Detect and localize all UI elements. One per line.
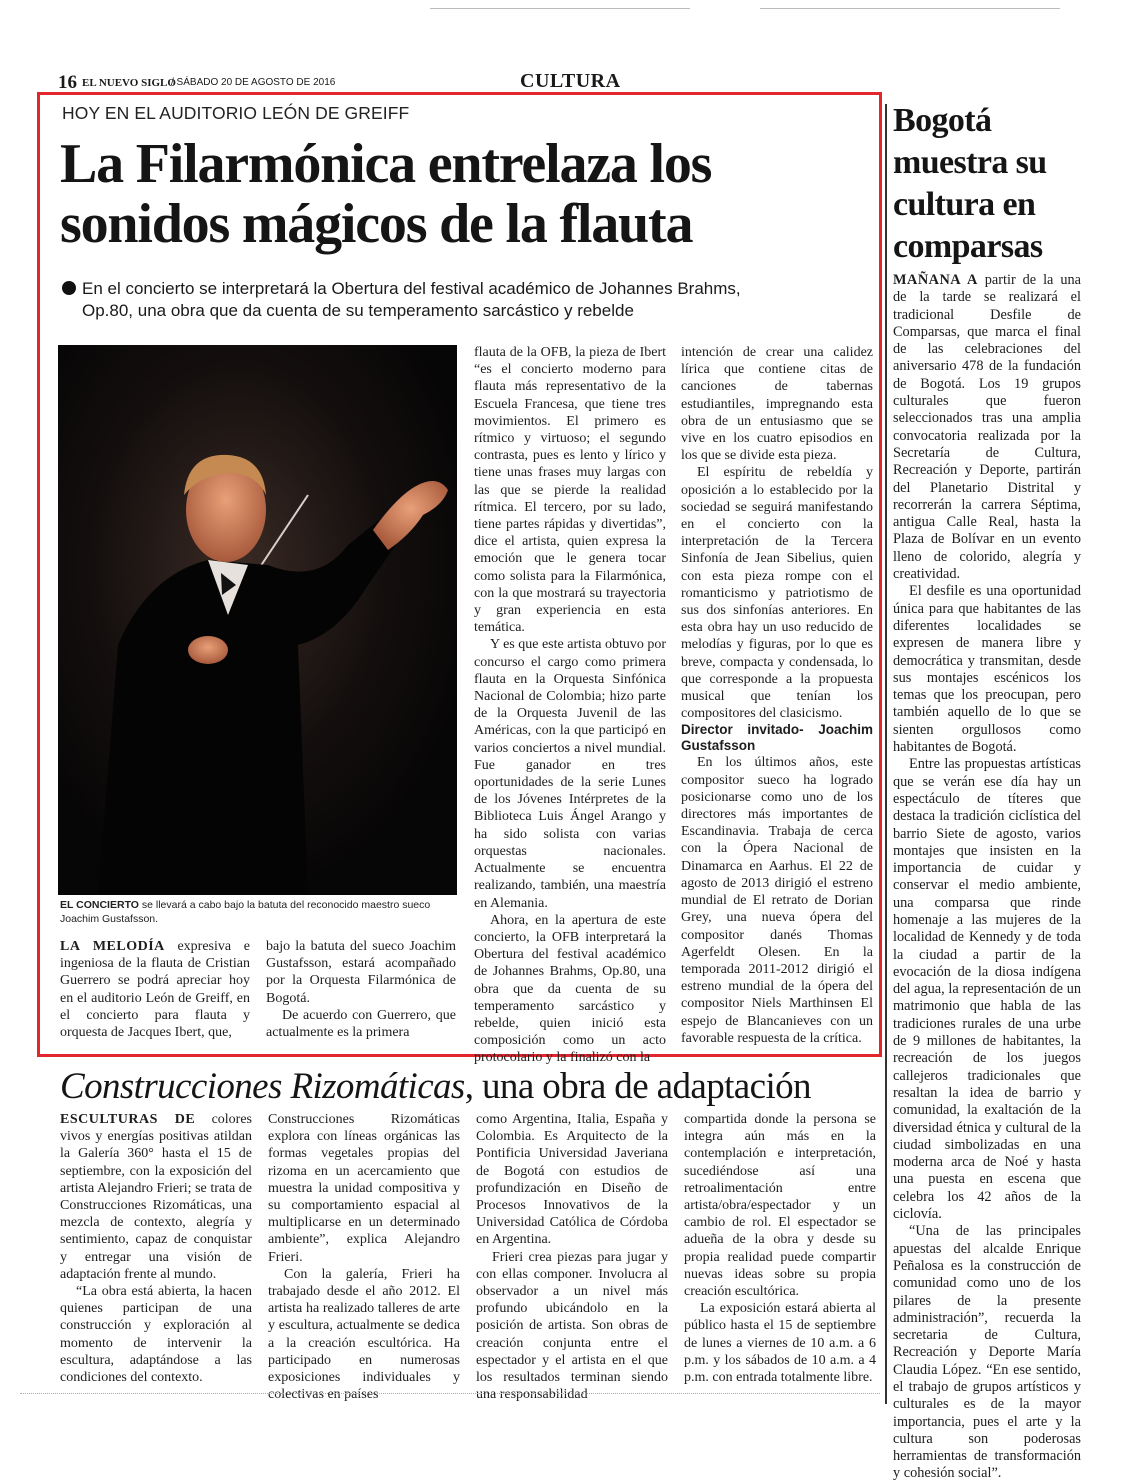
main-col-3 bbox=[474, 344, 666, 1067]
bottom-col4-p2: La exposición estará abierta al público hasta el 15 de septiembre de lunes a viernes de 10 a.m. a 6 p.m. y los sábados de 10 a.m. a 4 p.m. con entrada totalmente libre. bbox=[684, 1301, 876, 1386]
col2-p2: De acuerdo con Guerrero, que actualmente es la primera bbox=[266, 1007, 456, 1041]
bottom-col1-p1: colores vivos y energías positivas atildan la Galería 360° hasta el 15 de septiembre, con la exposición del artista Alejandro Frieri; se trata de Construcciones Rizomáticas, una mezcla de contexto, alegría y sentimiento, capaz de conquistar y entregar una visión de adaptación frente al mundo. bbox=[60, 1112, 252, 1282]
caption-lead: EL CONCIERTO bbox=[60, 899, 139, 911]
side-headline bbox=[893, 100, 1047, 268]
side-p1: partir de la una de la tarde se realizará el tradicional Desfile de Comparsas, que marca el final de las celebraciones del aniversario 478 de la fundación de Bogotá. Los 19 grupos culturales que fueron seleccionados tras una amplia convocatoria realizada por la Secretaría de Cultura, Recreación y Deporte, partirán del Planetario Distrital y recorrerán la carrera Séptima, antigua Calle Real, hasta la Plaza de Bolívar en un evento lleno de colorido, alegría y creatividad. bbox=[893, 272, 1081, 583]
bottom-col-4 bbox=[684, 1111, 876, 1386]
deck-line-1: En el concierto se interpretará la Obertura del festival académico de Johannes Brahms, bbox=[82, 279, 741, 298]
bottom-col2-p2: Con la galería, Frieri ha trabajado desde el año 2012. El artista ha realizado talleres de arte y escultura, actualmente se dedica a la creación escultórica. Ha participado en numerosas exposiciones individuales y colectivas en países bbox=[268, 1266, 460, 1403]
col4-p2: El espíritu de rebeldía y oposición a lo establecido por la sociedad se seguirá manifestando en el concierto con la interpretación de la Tercera Sinfonía de Jean Sibelius, quien con esta pieza rompe con el romanticismo y patriotismo de sus dos sinfonías anteriores. En esta obra hay un uso reducido de melodías y figuras, por lo que es breve, compacta y condensada, lo que corresponde a la propuesta musical que tenían los compositores del clasicismo. bbox=[681, 465, 873, 722]
bottom-col3-p1: como Argentina, Italia, España y Colombia. Es Arquitecto de la Pontificia Universidad Javeriana de Bogotá con estudios de profundización en Diseño de Procesos Innovativos de la Universidad Católica de Córdoba en Argentina. bbox=[476, 1112, 668, 1248]
side-divider bbox=[885, 104, 887, 1404]
main-col-1 bbox=[60, 938, 250, 1041]
conductor-illustration bbox=[58, 345, 457, 895]
issue-date: / SÁBADO 20 DE AGOSTO DE 2016 bbox=[171, 77, 336, 88]
side-p3: Entre las propuestas artísticas que se verán ese día hay un espectáculo de títeres que destaca la tradición ciclística del barrio Siete de agosto, varios montajes que insisten en la importancia de cuidar y conservar el medio ambiente, una comparsa que rinde homenaje a las mujeres de la localidad de Kennedy y de toda la ciudad a partir de la evocación de la diosa indígena del agua, la representación de un matrimonio que habla de las tradiciones rurales de una urbe de 9 millones de habitantes, la recreación de los juegos callejeros tradicionales que resaltan la idea de barrio y comunidad, la exaltación de la diversidad étnica y cultural de la ciudad simbolizadas en una moderna arca de Noé y hasta una puesta en escena que celebra los 42 años de la ciclovía. bbox=[893, 756, 1081, 1223]
kicker: HOY EN EL AUDITORIO LEÓN DE GREIFF bbox=[62, 103, 410, 123]
side-headline-line-2: muestra su bbox=[893, 144, 1047, 181]
bottom-col3-p2: Frieri crea piezas para jugar y con ellas componer. Involucra al observador a un nivel más profundo ubicándolo en la posición de artista. Son obras de creación conjunta entre el espectador y el artista en el que los resultados terminan siendo una responsabilidad bbox=[476, 1249, 668, 1403]
main-col-2 bbox=[266, 938, 456, 1041]
headline-line-1: La Filarmónica entrelaza los bbox=[60, 133, 712, 195]
lead-word: LA MELODÍA bbox=[60, 939, 165, 954]
col3-p1: flauta de la OFB, la pieza de Ibert “es el concierto moderno para flauta más representativo de la Escuela Francesa, que tiene tres movimientos. El primero es rítmico y virtuoso; el segundo contrasta, pues es lento y lírico y tiene unas frases muy largas con las que se pierde la realidad rítmica. El tercero, por su lado, tiene partes rápidas y divertidas”, dice el artista, quien expresa la emoción que le genera tocar como solista para la Filarmónica, con la que mostrará su trayectoria y gran experiencia en esta temática. bbox=[474, 345, 666, 636]
main-col-4 bbox=[681, 344, 873, 1047]
deck bbox=[62, 278, 741, 322]
side-lead: MAÑANA A bbox=[893, 272, 978, 288]
paper-name: EL NUEVO SIGLO bbox=[82, 77, 176, 89]
bottom-col-1 bbox=[60, 1111, 252, 1386]
bottom-col2-p1: Construcciones Rizomáticas explora con líneas orgánicas las formas vegetales propias del rizoma en un acercamiento que muestra la unidad compositiva y su comportamiento espacial al multiplicarse en un determinado ambiente”, explica Alejandro Frieri. bbox=[268, 1112, 460, 1265]
bottom-col1-p2: “La obra está abierta, la hacen quienes participan de una construcción y exploración al momento de intervenir la escultura, adaptándose a las condiciones del contexto. bbox=[60, 1284, 252, 1386]
bullet-icon bbox=[62, 281, 76, 295]
side-headline-line-4: comparsas bbox=[893, 228, 1043, 265]
caption-text: se llevará a cabo bajo la batuta del reconocido maestro sueco Joachim Gustafsson. bbox=[60, 899, 431, 925]
main-headline bbox=[60, 134, 711, 254]
side-p2: El desfile es una oportunidad única para que habitantes de las diferentes localidades se expresen de manera libre y democrática y transmitan, desde sus montajes escénicos los temas que los preocupan, pero también aquello de lo que se sienten orgullosos como habitantes de Bogotá. bbox=[893, 583, 1081, 756]
bottom-col-3 bbox=[476, 1111, 668, 1403]
scan-artifact bbox=[430, 8, 690, 9]
bottom-col-2 bbox=[268, 1111, 460, 1403]
photo-caption bbox=[60, 898, 458, 926]
side-body bbox=[893, 272, 1081, 1483]
scan-artifact bbox=[760, 8, 1060, 9]
col2-p1: bajo la batuta del sueco Joachim Gustafsson, estará acompañado por la Orquesta Filarmónica de Bogotá. bbox=[266, 939, 456, 1006]
side-headline-line-3: cultura en bbox=[893, 186, 1036, 223]
bottom-headline-italic: Construcciones Rizomáticas bbox=[60, 1066, 465, 1107]
bottom-headline-rest: , una obra de adaptación bbox=[464, 1066, 811, 1107]
section-name: CULTURA bbox=[520, 70, 621, 92]
conductor-photo bbox=[58, 345, 457, 895]
scan-artifact bbox=[20, 1393, 880, 1395]
col4-p1: intención de crear una calidez lírica que contiene citas de canciones de tabernas estudiantiles, impregnando esta obra de un entusiasmo que se vive en los cuatro episodios en los que se divide esta pieza. bbox=[681, 345, 873, 464]
col4-subhead: Director invitado- Joachim Gustafsson bbox=[681, 722, 873, 754]
col3-p2: Y es que este artista obtuvo por concurso el cargo como primera flauta en la Orquesta Sinfónica Nacional de Colombia; hizo parte de la Orquesta Juvenil de las Américas, con la que participó en varios conciertos a nivel mundial. Fue ganador en tres oportunidades de la serie Lunes de los Jóvenes Intérpretes de la Biblioteca Luis Ángel Arango y ha sido solista con varias orquestas nacionales. Actualmente se encuentra realizando, también, una maestría en Alemania. bbox=[474, 637, 666, 911]
col4-p3: En los últimos años, este compositor sueco ha logrado posicionarse como uno de los directores más importantes de Escandinavia. Trabaja de cerca con la Ópera Nacional de Dinamarca en Aarhus. El 22 de agosto de 2013 dirigió el estreno mundial de El retrato de Dorian Grey, una nueva ópera del compositor danés Thomas Agerfeldt Olesen. En la temporada 2011-2012 dirigió el estreno mundial de la ópera del compositor Niels Marthinsen El espejo de Blancanieves con un favorable respuesta de la crítica. bbox=[681, 755, 873, 1046]
page-number: 16 bbox=[58, 72, 77, 93]
col3-p3: Ahora, en la apertura de este concierto, la OFB interpretará la Obertura del festival académico de Johannes Brahms, Op.80, una obra que da cuenta de su temperamento sarcástico y rebelde, quien inició esta composición como un acto protocolario y la finalizó con la bbox=[474, 912, 666, 1066]
col1-text: expresiva e ingeniosa de la flauta de Cristian Guerrero se podrá apreciar hoy en el auditorio León de Greiff, en el concierto para flauta y orquesta de Jacques Ibert, que, bbox=[60, 939, 250, 1041]
page-header bbox=[58, 72, 878, 94]
side-p4: “Una de las principales apuestas del alcalde Enrique Peñalosa es la construcción de comunidad como uno de los pilares de la presente administración”, recuerda la secretaria de Cultura, Recreación y Deporte María Claudia López. “En ese sentido, el trabajo de grupos artísticos y culturales es de la mayor importancia, pues el arte y la cultura son poderosas herramientas de transformación y cohesión social”. bbox=[893, 1223, 1081, 1482]
bottom-headline bbox=[60, 1065, 811, 1109]
deck-line-2: Op.80, una obra que da cuenta de su temperamento sarcástico y rebelde bbox=[82, 301, 634, 320]
headline-line-2: sonidos mágicos de la flauta bbox=[60, 193, 693, 255]
side-headline-line-1: Bogotá bbox=[893, 102, 992, 139]
bottom-lead: ESCULTURAS DE bbox=[60, 1112, 196, 1127]
bottom-col4-p1: compartida donde la persona se integra aún más en la contemplación e interpretación, sucediéndose así una retroalimentación entre artista/obra/espectador y un cambio de rol. El espectador se adueña de la obra y desde su propia realidad puede compartir nuevas ideas sobre su propia creación escultórica. bbox=[684, 1112, 876, 1300]
